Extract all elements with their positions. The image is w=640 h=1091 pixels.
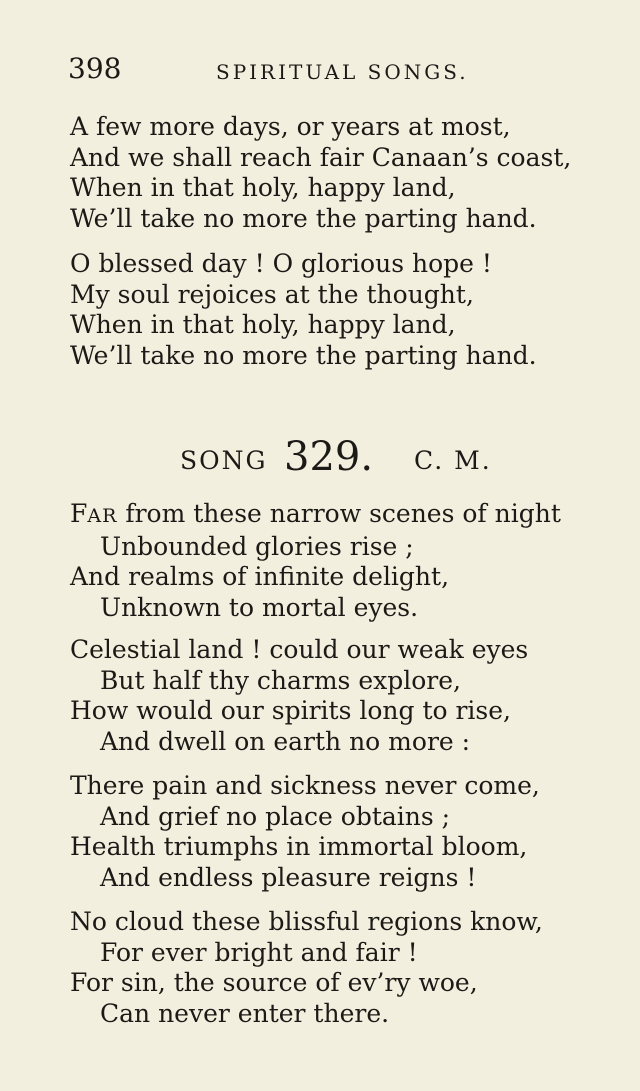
- verse-line-first: [70, 499, 630, 532]
- song-meter: C. M.: [414, 446, 492, 475]
- first-word-capital: F: [70, 499, 88, 528]
- verse-line: Unknown to mortal eyes.: [100, 592, 419, 622]
- verse-line: But half thy charms explore,: [100, 665, 461, 695]
- page-number: 398: [68, 52, 122, 85]
- verse-line: For ever bright and fair !: [100, 937, 418, 967]
- verse-line: We’ll take no more the parting hand.: [70, 340, 537, 370]
- verse-line: My soul rejoices at the thought,: [70, 279, 474, 309]
- song-heading: [180, 434, 520, 484]
- verse-line: And we shall reach fair Canaan’s coast,: [70, 142, 572, 172]
- first-word-smallcaps: AR: [87, 505, 118, 527]
- verse-line: How would our spirits long to rise,: [70, 696, 512, 725]
- previous-song-stanza-2: [70, 249, 630, 371]
- verse-line: When in that holy, happy land,: [70, 173, 456, 202]
- previous-song-stanza-1: [70, 112, 630, 234]
- verse-line: A few more days, or years at most,: [70, 112, 511, 141]
- first-line-rest: from these narrow scenes of night: [117, 499, 561, 528]
- verse-line: For sin, the source of ev’ry woe,: [70, 968, 478, 997]
- song-label: SONG: [180, 446, 268, 475]
- verse-line: And realms of infinite delight,: [70, 562, 450, 591]
- verse-line: Unbounded glories rise ;: [100, 531, 414, 561]
- verse-line: And endless pleasure reigns !: [100, 862, 477, 892]
- song-stanza-4: [70, 907, 630, 1029]
- verse-line: When in that holy, happy land,: [70, 310, 456, 339]
- verse-line: And dwell on earth no more :: [100, 726, 471, 756]
- verse-line: There pain and sickness never come,: [70, 771, 540, 800]
- song-number: 329.: [284, 434, 374, 480]
- verse-line: Health triumphs in immortal bloom,: [70, 832, 528, 861]
- song-stanza-2: [70, 635, 630, 757]
- page-header: [68, 52, 588, 88]
- verse-line: And grief no place obtains ;: [100, 801, 451, 831]
- song-stanza-1: [70, 499, 630, 623]
- verse-line: No cloud these blissful regions know,: [70, 907, 543, 936]
- verse-line: O blessed day ! O glorious hope !: [70, 249, 492, 278]
- song-stanza-3: [70, 771, 630, 893]
- verse-line: Celestial land ! could our weak eyes: [70, 635, 529, 664]
- verse-line: Can never enter there.: [100, 998, 390, 1028]
- verse-line: We’ll take no more the parting hand.: [70, 203, 537, 233]
- running-head: SPIRITUAL SONGS.: [216, 60, 469, 84]
